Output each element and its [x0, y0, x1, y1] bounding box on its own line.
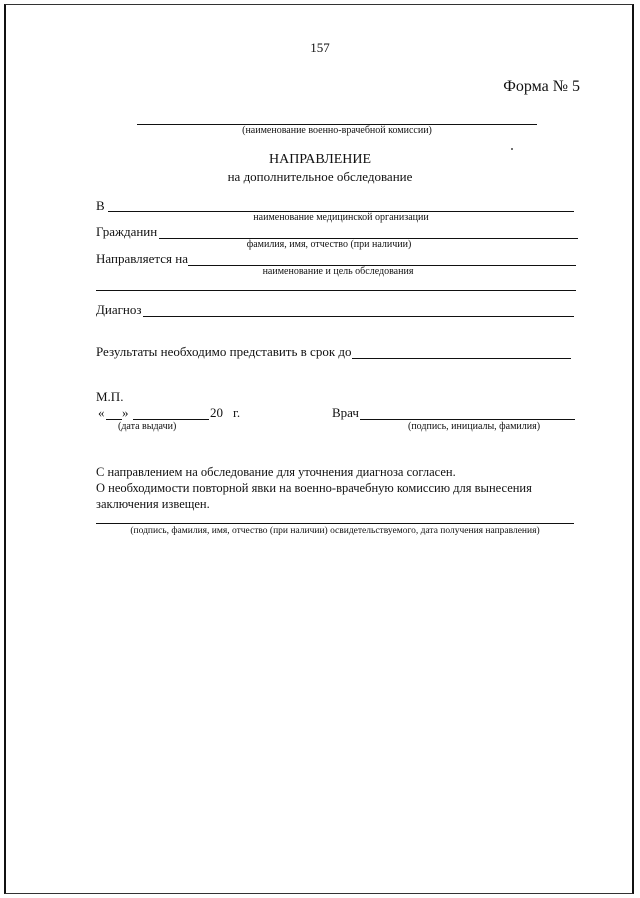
- doctor-signature-line[interactable]: [360, 419, 575, 420]
- document-title: НАПРАВЛЕНИЕ: [268, 152, 372, 167]
- page-frame: [4, 4, 634, 894]
- diagnosis-line[interactable]: [143, 316, 574, 317]
- page-number: 157: [310, 40, 330, 55]
- stamp-placeholder-label: М.П.: [96, 389, 124, 404]
- results-deadline-line[interactable]: [352, 358, 571, 359]
- doctor-label: Врач: [332, 405, 359, 420]
- examination-line-2[interactable]: [96, 290, 576, 291]
- citizen-label: Гражданин: [96, 224, 158, 239]
- results-deadline-label: Результаты необходимо представить в срок до: [96, 344, 352, 359]
- consent-line-1: С направлением на обследование для уточнения диагноза согласен.: [96, 465, 456, 479]
- citizen-name-caption: фамилия, имя, отчество (при наличии): [246, 239, 412, 250]
- document-subtitle: на дополнительное обследование: [227, 169, 413, 184]
- date-month-line[interactable]: [133, 419, 209, 420]
- to-label: В: [96, 198, 105, 213]
- medical-organization-caption: наименование медицинской организации: [253, 212, 429, 223]
- date-day-line[interactable]: [106, 419, 122, 420]
- issue-date-caption: (дата выдачи): [118, 421, 177, 432]
- consent-line-2: О необходимости повторной явки на военно-врачебную комиссию для вынесения: [96, 481, 532, 495]
- date-year-suffix: г.: [233, 405, 241, 420]
- consent-line-3: заключения извещен.: [96, 497, 210, 511]
- form-label: Форма № 5: [503, 78, 580, 95]
- examinee-signature-line[interactable]: [96, 523, 574, 524]
- date-open-quote: «: [98, 405, 105, 420]
- examination-caption: наименование и цель обследования: [262, 266, 414, 277]
- commission-caption: (наименование военно-врачебной комиссии): [242, 125, 432, 136]
- speck-mark: [511, 148, 513, 150]
- date-year-label: 20: [210, 405, 223, 420]
- date-close-quote: »: [122, 405, 129, 420]
- doctor-signature-caption: (подпись, инициалы, фамилия): [408, 421, 541, 432]
- examinee-signature-caption: (подпись, фамилия, имя, отчество (при наличии) освидетельствуемого, дата получения направления): [130, 526, 540, 536]
- diagnosis-label: Диагноз: [96, 302, 142, 317]
- directed-label: Направляется на: [96, 251, 188, 266]
